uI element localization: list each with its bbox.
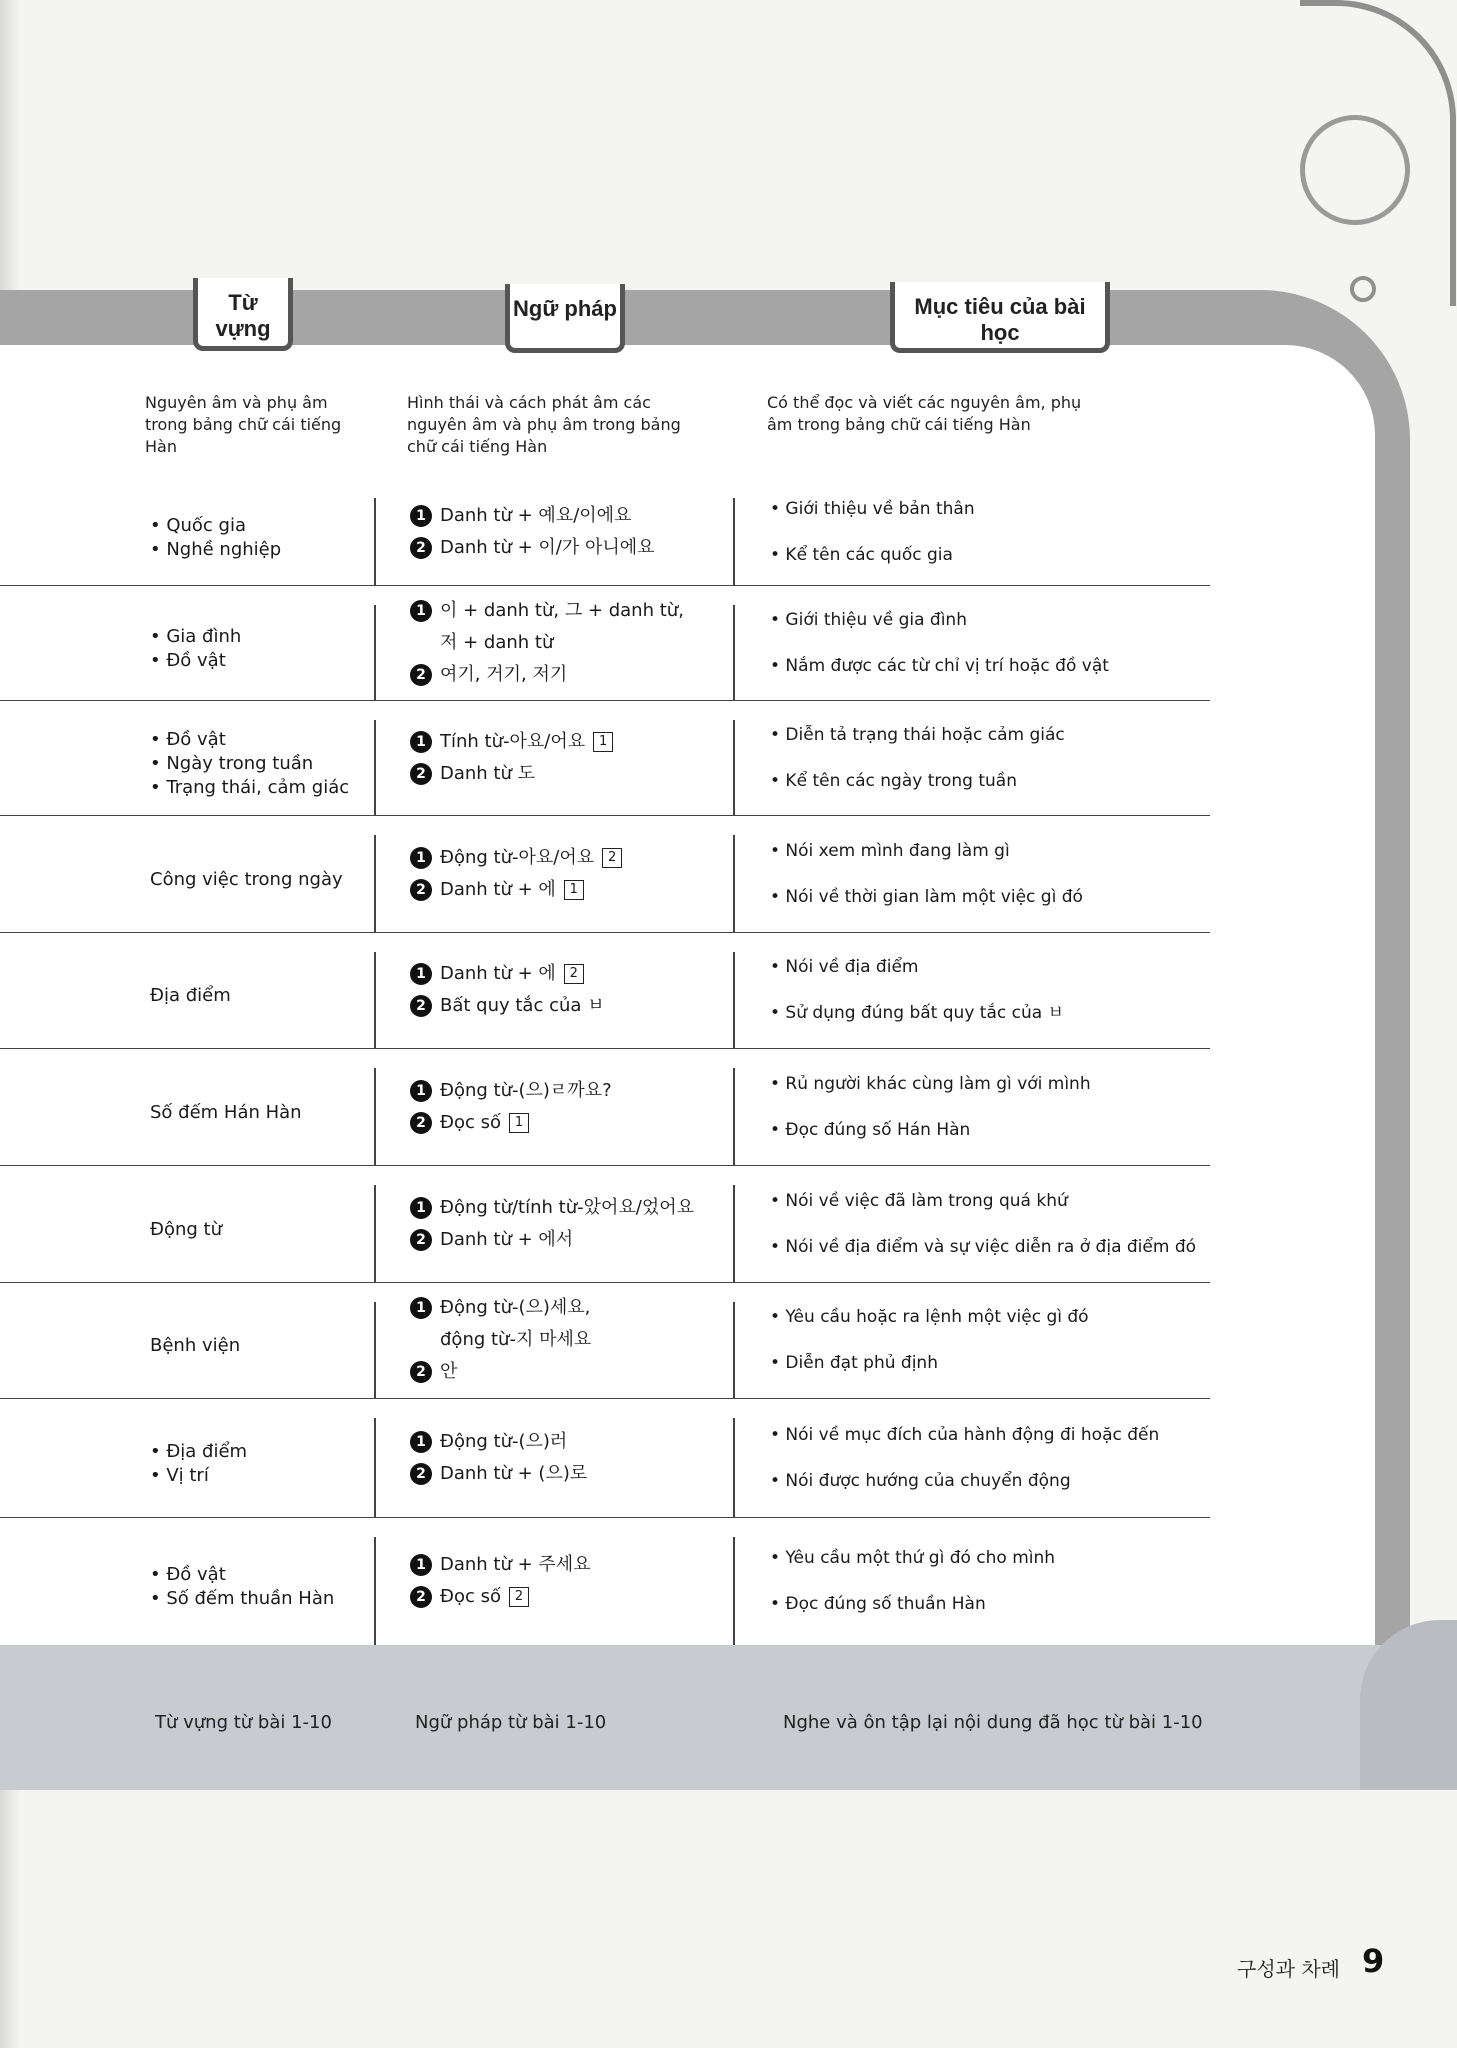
goal-cell <box>770 1061 1091 1153</box>
table-row <box>0 1398 1210 1518</box>
grammar-text: Đọc số <box>440 1586 501 1607</box>
grammar-number-badge: 2 <box>410 1361 432 1383</box>
goal-item: • Giới thiệu về gia đình <box>770 610 967 630</box>
grammar-text: Động từ-(으)러 <box>440 1431 568 1452</box>
goal-item: • Yêu cầu một thứ gì đó cho mình <box>770 1548 1056 1568</box>
goal-item: • Nói về việc đã làm trong quá khứ <box>770 1191 1068 1211</box>
column-divider <box>733 498 735 585</box>
grammar-item <box>410 659 684 691</box>
grammar-text: Động từ-(으)세요, <box>440 1297 591 1318</box>
grammar-number-badge: 1 <box>410 1431 432 1453</box>
goal-item: • Nói được hướng của chuyển động <box>770 1471 1071 1491</box>
grammar-number-badge: 1 <box>410 1297 432 1319</box>
grammar-text: động từ-지 마세요 <box>440 1329 592 1350</box>
grammar-cell <box>410 958 605 1022</box>
level-box: 2 <box>509 1587 529 1607</box>
goal-cell <box>770 1294 1089 1386</box>
grammar-cell <box>410 842 622 906</box>
grammar-number-badge: 2 <box>410 1463 432 1485</box>
grammar-text: Danh từ + 주세요 <box>440 1554 591 1575</box>
level-box: 2 <box>602 848 622 868</box>
intro-grammar: Hình thái và cách phát âm các nguyên âm và phụ âm trong bảng chữ cái tiếng Hàn <box>407 393 681 456</box>
grammar-text: Đọc số <box>440 1112 501 1133</box>
column-divider <box>733 835 735 932</box>
vocab-item: Động từ <box>150 1219 222 1240</box>
table-row <box>0 932 1210 1049</box>
grammar-number-badge: 1 <box>410 963 432 985</box>
grammar-item <box>410 532 655 564</box>
vocab-cell <box>150 728 349 800</box>
grammar-number-badge: 1 <box>410 600 432 622</box>
goal-cell <box>770 486 975 578</box>
grammar-text: Danh từ + (으)로 <box>440 1463 588 1484</box>
goal-cell <box>770 1535 1055 1627</box>
vocab-item: • Trạng thái, cảm giác <box>150 777 350 798</box>
grammar-item <box>410 1324 591 1356</box>
goal-item: • Diễn tả trạng thái hoặc cảm giác <box>770 725 1065 745</box>
vocab-item: • Quốc gia <box>150 515 247 536</box>
grammar-item <box>410 1192 694 1224</box>
grammar-cell <box>410 1292 591 1388</box>
grammar-number-badge: 1 <box>410 1080 432 1102</box>
grammar-text: Danh từ + 예요/이에요 <box>440 505 632 526</box>
grammar-cell <box>410 1075 612 1139</box>
column-divider <box>733 1537 735 1645</box>
decorative-circle <box>1300 115 1410 225</box>
goal-cell <box>770 1412 1159 1504</box>
grammar-cell <box>410 726 613 790</box>
grammar-text: Động từ/tính từ-았어요/었어요 <box>440 1197 694 1218</box>
grammar-number-badge: 2 <box>410 1112 432 1134</box>
column-divider <box>374 1185 376 1282</box>
grammar-item <box>410 726 613 758</box>
goal-cell <box>770 712 1065 804</box>
grammar-number-badge: 2 <box>410 1229 432 1251</box>
vocab-item: • Nghề nghiệp <box>150 539 282 560</box>
level-box: 1 <box>564 880 584 900</box>
grammar-text: Danh từ + 에 <box>440 879 556 900</box>
vocab-item: Bệnh viện <box>150 1335 241 1356</box>
grammar-item <box>410 1549 591 1581</box>
goal-item: • Nói về địa điểm <box>770 957 919 977</box>
goal-item: • Kể tên các quốc gia <box>770 545 953 565</box>
vocab-cell <box>150 625 241 673</box>
grammar-item <box>410 1224 694 1256</box>
vocab-cell <box>150 1334 240 1358</box>
vocab-cell <box>150 1440 247 1488</box>
tab-grammar <box>505 284 625 353</box>
goal-item: • Đọc đúng số Hán Hàn <box>770 1120 971 1140</box>
level-box: 2 <box>564 964 584 984</box>
grammar-number-badge: 2 <box>410 537 432 559</box>
tab-grammar-label: Ngữ pháp <box>513 296 617 321</box>
grammar-text: Bất quy tắc của ㅂ <box>440 995 605 1016</box>
page-number: 9 <box>1362 1942 1385 1980</box>
grammar-number-badge: 2 <box>410 1586 432 1608</box>
column-divider <box>733 1302 735 1398</box>
table-row <box>0 1165 1210 1283</box>
grammar-item <box>410 958 605 990</box>
column-divider <box>374 835 376 932</box>
column-divider <box>733 1185 735 1282</box>
tab-goals-label: Mục tiêu của bài học <box>914 294 1086 345</box>
column-divider <box>374 498 376 585</box>
goal-item: • Yêu cầu hoặc ra lệnh một việc gì đó <box>770 1307 1089 1327</box>
table-row <box>0 815 1210 933</box>
grammar-text: Danh từ 도 <box>440 763 536 784</box>
vocab-item: • Đồ vật <box>150 729 226 750</box>
vocab-item: • Ngày trong tuần <box>150 753 314 774</box>
goal-item: • Nói về địa điểm và sự việc diễn ra ở địa điểm đó <box>770 1237 1197 1257</box>
goal-item: • Rủ người khác cùng làm gì với mình <box>770 1074 1091 1094</box>
goal-cell <box>770 944 1064 1036</box>
grammar-cell <box>410 595 684 691</box>
grammar-item <box>410 842 622 874</box>
column-divider <box>733 1068 735 1165</box>
column-divider <box>374 1537 376 1645</box>
column-divider <box>374 720 376 815</box>
grammar-item <box>410 1458 587 1490</box>
grammar-number-badge: 2 <box>410 879 432 901</box>
vocab-cell <box>150 1101 302 1125</box>
grammar-number-badge: 1 <box>410 1554 432 1576</box>
goal-item: • Kể tên các ngày trong tuần <box>770 771 1017 791</box>
table-row <box>0 478 1210 586</box>
vocab-cell <box>150 1218 222 1242</box>
grammar-item <box>410 1107 612 1139</box>
vocab-item: • Vị trí <box>150 1465 209 1486</box>
grammar-item <box>410 758 613 790</box>
table-row <box>0 1048 1210 1166</box>
tab-vocab-label: Từ vựng <box>215 290 271 341</box>
table-row <box>0 1517 1210 1645</box>
grammar-number-badge: 1 <box>410 505 432 527</box>
goal-cell <box>770 1178 1196 1270</box>
column-divider <box>374 605 376 700</box>
goal-item: • Diễn đạt phủ định <box>770 1353 938 1373</box>
vocab-cell <box>150 868 343 892</box>
vocab-item: • Địa điểm <box>150 1441 248 1462</box>
footer-vocab: Từ vựng từ bài 1-10 <box>155 1712 332 1733</box>
tab-goals <box>890 282 1110 353</box>
grammar-item <box>410 1075 612 1107</box>
column-divider <box>733 720 735 815</box>
level-box: 1 <box>509 1113 529 1133</box>
grammar-text: Động từ-아요/어요 <box>440 847 595 868</box>
goal-cell <box>770 597 1109 689</box>
grammar-text: Danh từ + 에 <box>440 963 556 984</box>
table-row <box>0 585 1210 701</box>
table-row <box>0 700 1210 816</box>
grammar-item <box>410 595 684 627</box>
grammar-text: Danh từ + 이/가 아니에요 <box>440 537 655 558</box>
column-divider <box>733 605 735 700</box>
grammar-text: 저 + danh từ <box>440 632 554 653</box>
grammar-item <box>410 1356 591 1388</box>
footer-grammar: Ngữ pháp từ bài 1-10 <box>415 1712 607 1733</box>
decorative-dot <box>1350 276 1376 302</box>
grammar-number-badge: 1 <box>410 847 432 869</box>
column-divider <box>374 952 376 1048</box>
grammar-cell <box>410 1192 694 1256</box>
vocab-item: • Gia đình <box>150 626 242 647</box>
grammar-item <box>410 500 655 532</box>
goal-cell <box>770 828 1083 920</box>
grammar-text: 여기, 거기, 저기 <box>440 664 568 685</box>
goal-item: • Nói về mục đích của hành động đi hoặc đến <box>770 1425 1160 1445</box>
vocab-item: • Số đếm thuần Hàn <box>150 1588 335 1609</box>
grammar-number-badge: 2 <box>410 763 432 785</box>
vocab-cell <box>150 1563 334 1611</box>
grammar-number-badge: 1 <box>410 1197 432 1219</box>
grammar-number-badge: 2 <box>410 995 432 1017</box>
goal-item: • Giới thiệu về bản thân <box>770 499 975 519</box>
tab-vocab <box>193 278 293 351</box>
vocab-item: • Đồ vật <box>150 1564 226 1585</box>
grammar-item <box>410 627 684 659</box>
column-divider <box>374 1302 376 1398</box>
column-divider <box>374 1418 376 1517</box>
vocab-cell <box>150 984 231 1008</box>
grammar-cell <box>410 1549 591 1613</box>
goal-item: • Nắm được các từ chỉ vị trí hoặc đồ vật <box>770 656 1109 676</box>
goal-item: • Sử dụng đúng bất quy tắc của ㅂ <box>770 1003 1064 1023</box>
column-divider <box>733 1418 735 1517</box>
grammar-cell <box>410 1426 587 1490</box>
goal-item: • Nói xem mình đang làm gì <box>770 841 1010 861</box>
vocab-item: Số đếm Hán Hàn <box>150 1102 302 1123</box>
grammar-item <box>410 1581 591 1613</box>
column-divider <box>733 952 735 1048</box>
grammar-text: Danh từ + 에서 <box>440 1229 574 1250</box>
grammar-text: 이 + danh từ, 그 + danh từ, <box>440 600 684 621</box>
grammar-item <box>410 1426 587 1458</box>
grammar-number-badge: 2 <box>410 664 432 686</box>
grammar-text: Tính từ-아요/어요 <box>440 731 586 752</box>
table-row <box>0 1282 1210 1399</box>
grammar-number-badge: 1 <box>410 731 432 753</box>
level-box: 1 <box>593 732 613 752</box>
grammar-item <box>410 990 605 1022</box>
goal-item: • Nói về thời gian làm một việc gì đó <box>770 887 1083 907</box>
intro-goals: Có thể đọc và viết các nguyên âm, phụ âm trong bảng chữ cái tiếng Hàn <box>767 393 1082 434</box>
vocab-item: Công việc trong ngày <box>150 869 343 890</box>
vocab-cell <box>150 514 281 562</box>
column-divider <box>374 1068 376 1165</box>
grammar-cell <box>410 500 655 564</box>
grammar-item <box>410 1292 591 1324</box>
goal-item: • Đọc đúng số thuần Hàn <box>770 1594 986 1614</box>
grammar-item <box>410 874 622 906</box>
footer-goals: Nghe và ôn tập lại nội dung đã học từ bài 1-10 <box>783 1712 1203 1733</box>
grammar-text: Động từ-(으)ㄹ까요? <box>440 1080 612 1101</box>
intro-vocab: Nguyên âm và phụ âm trong bảng chữ cái tiếng Hàn <box>145 393 342 456</box>
vocab-item: • Đồ vật <box>150 650 226 671</box>
grammar-text: 안 <box>440 1361 458 1382</box>
page-section-label: 구성과 차례 <box>1237 1957 1340 1981</box>
vocab-item: Địa điểm <box>150 985 231 1006</box>
